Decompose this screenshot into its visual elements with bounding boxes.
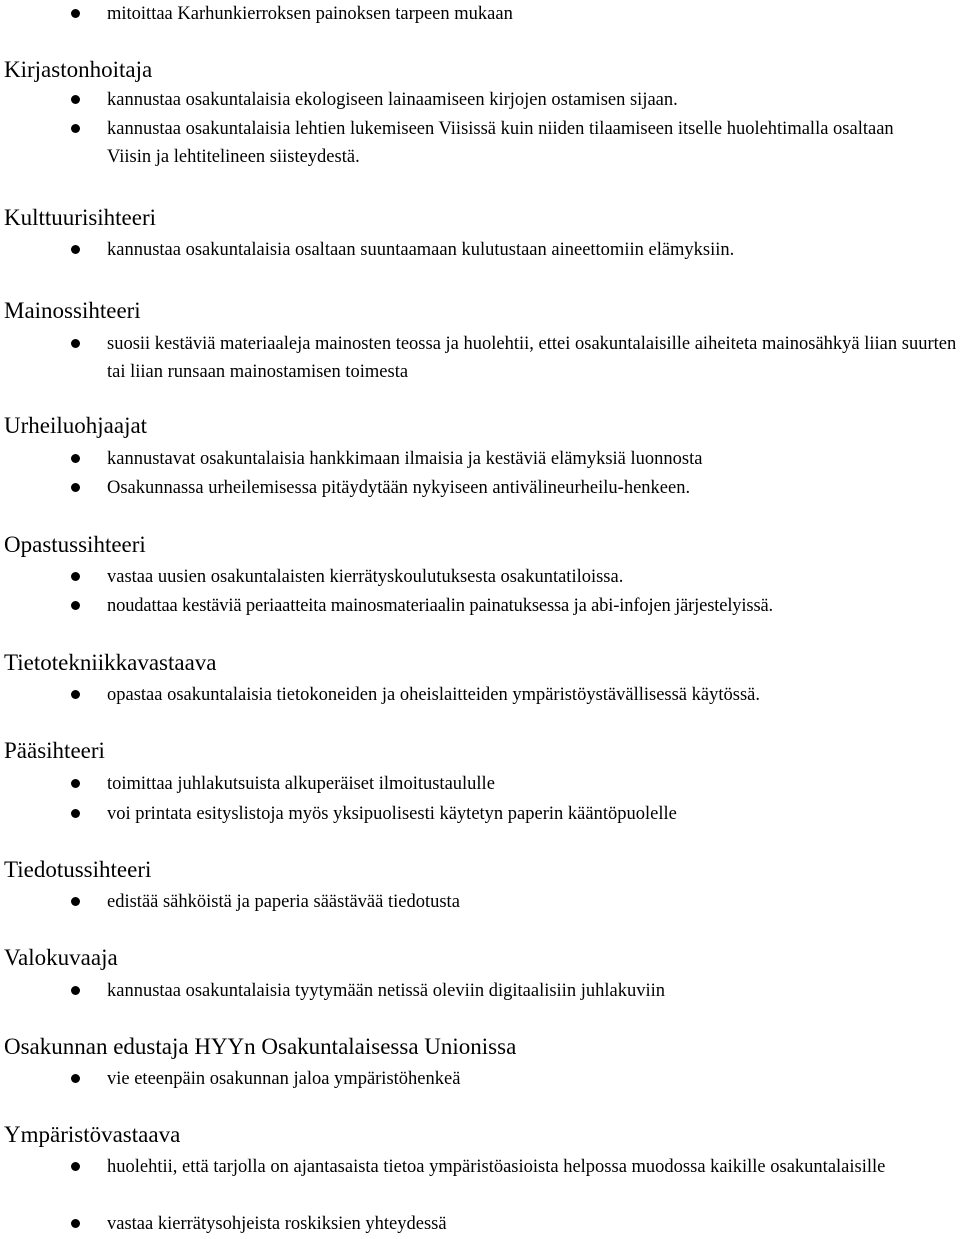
section-heading: Ympäristövastaava (4, 1122, 181, 1147)
list-item-text: suosii kestäviä materiaaleja mainosten teossa ja huolehtii, ettei osakuntalaisille aiheiteta mainosähkyä liian suurten tai liian runsaan mainostamisen toimesta (107, 334, 957, 382)
bullet-icon (71, 9, 80, 18)
bullet-icon (71, 124, 80, 133)
section-heading: Tiedotussihteeri (4, 857, 152, 882)
list-item-text: vie eteenpäin osakunnan jaloa ympäristöhenkeä (107, 1069, 461, 1089)
section-heading: Opastussihteeri (4, 532, 146, 557)
bullet-icon (71, 601, 80, 610)
bullet-icon (71, 1219, 80, 1228)
section-heading: Kirjastonhoitaja (4, 57, 153, 82)
list-item-text: kannustaa osakuntalaisia lehtien lukemiseen Viisissä kuin niiden tilaamiseen itselle huolehtimalla osaltaan Viisin ja lehtitelineen siisteydestä. (107, 119, 894, 167)
section-heading: Valokuvaaja (4, 945, 118, 970)
bullet-icon (71, 339, 80, 348)
list-item-text: vastaa uusien osakuntalaisten kierrätyskoulutuksesta osakuntatiloissa. (107, 567, 624, 587)
section-heading: Urheiluohjaajat (4, 413, 148, 438)
list-item-text: noudattaa kestäviä periaatteita mainosmateriaalin painatuksessa ja abi-infojen järjestelyissä. (107, 596, 774, 616)
list-item-text: kannustaa osakuntalaisia tyytymään netissä oleviin digitaalisiin juhlakuviin (107, 981, 665, 1001)
bullet-icon (71, 809, 80, 818)
bullet-icon (71, 245, 80, 254)
bullet-icon (71, 986, 80, 995)
list-item-text: kannustaa osakuntalaisia osaltaan suuntaamaan kulutustaan aineettomiin elämyksiin. (107, 240, 735, 260)
section-heading: Osakunnan edustaja HYYn Osakuntalaisessa Unionissa (4, 1034, 517, 1059)
bullet-icon (71, 454, 80, 463)
section-heading: Pääsihteeri (4, 738, 105, 763)
list-item-text: opastaa osakuntalaisia tietokoneiden ja oheislaitteiden ympäristöystävällisessä käytössä. (107, 685, 760, 705)
list-item-text: kannustavat osakuntalaisia hankkimaan ilmaisia ja kestäviä elämyksiä luonnosta (107, 449, 703, 469)
bullet-icon (71, 897, 80, 906)
bullet-icon (71, 779, 80, 788)
list-item-text: edistää sähköistä ja paperia säästävää tiedotusta (107, 892, 460, 912)
bullet-icon (71, 1162, 80, 1171)
bullet-icon (71, 483, 80, 492)
section-heading: Kulttuurisihteeri (4, 205, 157, 230)
list-item-text: voi printata esityslistoja myös yksipuolisesti käytetyn paperin kääntöpuolelle (107, 804, 677, 824)
bullet-icon (71, 690, 80, 699)
list-item-text: mitoittaa Karhunkierroksen painoksen tarpeen mukaan (107, 4, 513, 24)
bullet-icon (71, 95, 80, 104)
list-item-text: huolehtii, että tarjolla on ajantasaista tietoa ympäristöasioista helpossa muodossa kaikille osakuntalaisille (107, 1157, 886, 1177)
bullet-icon (71, 572, 80, 581)
list-item-text: Osakunnassa urheilemisessa pitäydytään nykyiseen antivälineurheilu-henkeen. (107, 478, 691, 498)
section-heading: Mainossihteeri (4, 298, 141, 323)
list-item-text: toimittaa juhlakutsuista alkuperäiset ilmoitustaululle (107, 774, 495, 794)
list-item-text: vastaa kierrätysohjeista roskiksien yhteydessä (107, 1214, 447, 1234)
section-heading: Tietotekniikkavastaava (4, 650, 217, 675)
bullet-icon (71, 1074, 80, 1083)
list-item-text: kannustaa osakuntalaisia ekologiseen lainaamiseen kirjojen ostamisen sijaan. (107, 90, 678, 110)
